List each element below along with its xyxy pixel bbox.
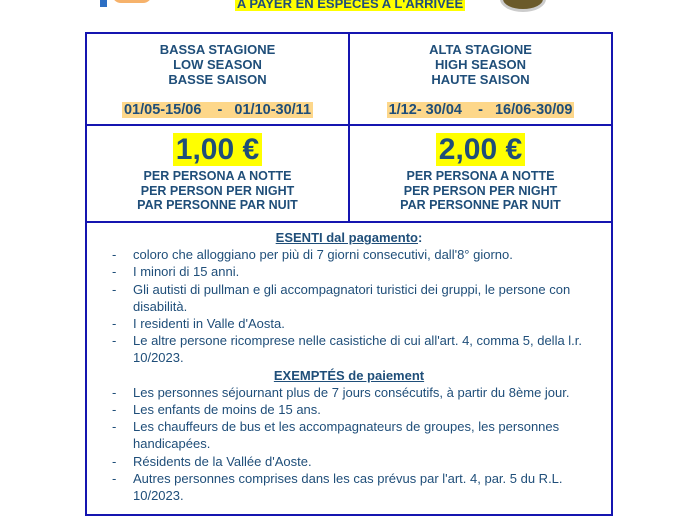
list-item: - Les enfants de moins de 15 ans. [87,401,611,418]
price-unit: PER PERSON PER NIGHT [403,183,558,198]
list-item: - Les personnes séjournant plus de 7 jours consécutifs, à partir du 8ème jour. [87,384,611,401]
price-unit: PER PERSON PER NIGHT [140,183,295,198]
season-dates: 01/05-15/06 - 01/10-30/11 [123,102,312,118]
exempt-fr-title: EXEMPTÉS de paiement [273,367,425,383]
exempt-it-title: ESENTI dal pagamento [275,230,418,245]
low-season-cell [87,34,348,124]
list-item: - I minori di 15 anni. [87,263,611,280]
exempt-it-heading [87,229,611,246]
high-season-cell [348,34,611,124]
price: 1,00 € [173,133,262,166]
heading-colon: : [417,230,423,245]
price-unit: PER PERSONA A NOTTE [406,169,555,183]
list-item: - Résidents de la Vallée d'Aoste. [87,453,611,470]
exemptions [87,223,611,504]
list-item: - Les chauffeurs de bus et les accompagnateurs de groupes, les personnes handicapées. [87,418,611,452]
list-item: - Gli autisti di pullman e gli accompagnatori turistici dei gruppi, le persone con disabilità. [87,281,611,315]
price: 2,00 € [436,133,525,166]
price-row [87,126,611,223]
tax-table [85,32,613,516]
season-name: LOW SEASON [173,57,262,72]
exempt-it-list [87,246,611,366]
season-name: BASSE SAISON [168,72,267,87]
low-price-cell [87,126,348,221]
list-item: - coloro che alloggiano per più di 7 giorni consecutivi, dall'8° giorno. [87,246,611,263]
season-name: ALTA STAGIONE [429,42,532,57]
high-price-cell [348,126,611,221]
price-unit: PER PERSONA A NOTTE [143,169,292,183]
season-row [87,34,611,126]
list-item: - Le altre persone ricomprese nelle casistiche di cui all'art. 4, comma 5, della l.r. 10/2023. [87,332,611,366]
exempt-fr-list [87,384,611,504]
season-name: HIGH SEASON [434,57,526,72]
price-unit: PAR PERSONNE PAR NUIT [400,198,561,212]
payment-notice [0,0,700,11]
list-item: - I residenti in Valle d'Aosta. [87,315,611,332]
season-name: HAUTE SAISON [431,72,530,87]
list-item: - Autres personnes comprises dans les cas prévus par l'art. 4, par. 5 du R.L. 10/2023. [87,470,611,504]
season-dates: 1/12- 30/04 - 16/06-30/09 [388,102,573,118]
exempt-fr-heading [87,367,611,384]
season-name: BASSA STAGIONE [159,42,276,57]
payment-notice-text: A PAYER EN ESPECES A L'ARRIVEE [235,0,465,11]
price-unit: PAR PERSONNE PAR NUIT [137,198,298,212]
